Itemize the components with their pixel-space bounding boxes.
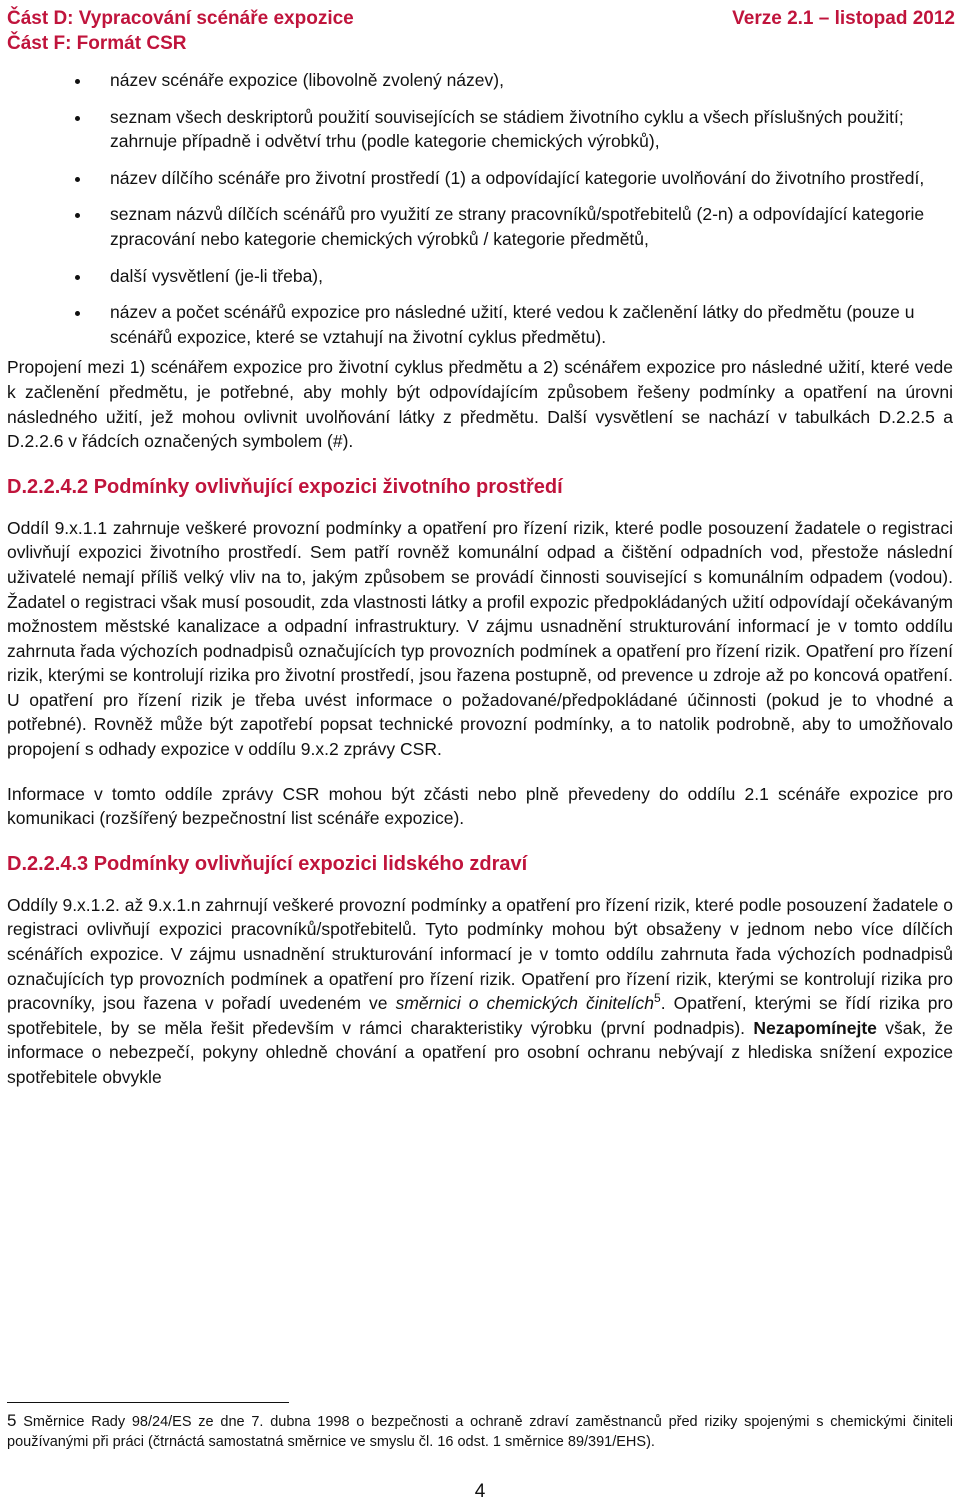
header-part-f: Část F: Formát CSR bbox=[7, 33, 187, 54]
footnote-number: 5 bbox=[7, 1411, 17, 1430]
footnote-reference: 5 bbox=[654, 991, 661, 1006]
page-header bbox=[7, 6, 955, 56]
list-item: další vysvětlení (je-li třeba), bbox=[7, 264, 953, 289]
bullet-icon bbox=[75, 275, 80, 280]
list-item: seznam názvů dílčích scénářů pro využití ze strany pracovníků/spotřebitelů (2-n) a odpovídající kategorie zpracování nebo kategorie chemických výrobků / kategorie předmětů, bbox=[7, 202, 953, 251]
section-heading-environment: D.2.2.4.2 Podmínky ovlivňující expozici životního prostředí bbox=[7, 475, 563, 498]
bullet-icon bbox=[75, 116, 80, 121]
list-item: název a počet scénářů expozice pro následné užití, které vedou k začlenění látky do předmětu (pouze u scénářů expozice, které se vztahují na životní cyklus předmětu). bbox=[7, 300, 953, 349]
header-version: Verze 2.1 – listopad 2012 bbox=[732, 8, 955, 29]
header-part-d: Část D: Vypracování scénáře expozice bbox=[7, 8, 354, 29]
footnote-text: Směrnice Rady 98/24/ES ze dne 7. dubna 1998 o bezpečnosti a ochraně zdraví zaměstnanců před riziky spojenými s chemickými činiteli používanými při práci (čtrnáctá samostatná směrnice ve smyslu čl. 16 odst. 1 směrnice 89/391/EHS). bbox=[7, 1414, 953, 1450]
bullet-icon bbox=[75, 177, 80, 182]
bullet-icon bbox=[75, 79, 80, 84]
list-item: název dílčího scénáře pro životní prostředí (1) a odpovídající kategorie uvolňování do životního prostředí, bbox=[7, 166, 953, 191]
paragraph-environment-1: Oddíl 9.x.1.1 zahrnuje veškeré provozní podmínky a opatření pro řízení rizik, které podle posouzení žadatele o registraci ovlivňují expozici životního prostředí. Sem patří rovněž komunální odpad a čištění odpadních vod, přestože následní uživatelé nemají příliš velký vliv na to, jakým způsobem se provádí činnosti související s komunálním odpadem (vodou). Žadatel o registraci však musí posoudit, zda vlastnosti látky a profil expozic předpokládaných užití odpovídají očekávaným možnostem městské kanalizace a odpadní infrastruktury. V zájmu usnadnění strukturování informací je v tomto oddílu zahrnuta řada výchozích podnadpisů označujících typ provozních podmínek a opatření pro řízení rizik. Opatření pro řízení rizik, kterými se kontrolují rizika pro životní prostředí, jsou řazena postupně, od prevence u zdroje až po koncová opatření. U opatření pro řízení rizik je třeba uvést informace o požadované/předpokládané účinnosti (pokud je to vhodné a potřebné). Rovněž může být zapotřebí popsat technické provozní podmínky, a to natolik podrobně, aby to umožňovalo propojení s odhady expozice v oddílu 9.x.2 zprávy CSR. bbox=[7, 517, 953, 760]
paragraph-environment-2: Informace v tomto oddíle zprávy CSR mohou být zčásti nebo plně převedeny do oddílu 2.1 scénáře expozice pro komunikaci (rozšířený bezpečnostní list scénáře expozice). bbox=[7, 783, 953, 829]
page-number: 4 bbox=[474, 1481, 486, 1502]
document-body bbox=[7, 68, 953, 1090]
bullet-list bbox=[7, 68, 953, 349]
bullet-icon bbox=[75, 213, 80, 218]
list-item: název scénáře expozice (libovolně zvolený název), bbox=[7, 68, 953, 93]
footnote bbox=[7, 1411, 953, 1452]
section-heading-health: D.2.2.4.3 Podmínky ovlivňující expozici lidského zdraví bbox=[7, 852, 528, 875]
list-item: seznam všech deskriptorů použití souvisejících se stádiem životního cyklu a všech příslušných použití; zahrnuje případně i odvětví trhu (podle kategorie chemických výrobků), bbox=[7, 105, 953, 154]
bullet-icon bbox=[75, 311, 80, 316]
footnote-divider bbox=[7, 1402, 289, 1403]
paragraph-link: Propojení mezi 1) scénářem expozice pro životní cyklus předmětu a 2) scénářem expozice pro následné užití, které vede k začlenění předmětu, je potřebné, aby mohly být odpovídajícím způsobem řešeny podmínky a opatření na úrovni následného užití, jež mohou ovlivnit uvolňování látky z předmětu. Další vysvětlení se nachází v tabulkách D.2.2.5 a D.2.2.6 v řádcích označených symbolem (#). bbox=[7, 357, 953, 452]
directive-reference: směrnici o chemických činitelích bbox=[395, 993, 655, 1014]
emphasis-text: Nezapomínejte bbox=[753, 1017, 877, 1038]
paragraph-health: Oddíly 9.x.1.2. až 9.x.1.n zahrnují veškeré provozní podmínky a opatření pro řízení rizik, které podle posouzení žadatele o registraci ovlivňují expozici pracovníků/spotřebitelů. Tyto podmínky mohou být obsaženy v jednom nebo více dílčích scénářích expozice. V zájmu usnadnění strukturování informací je v tomto oddílu zahrnuta řada výchozích podnadpisů označujících typ provozních podmínek a opatření pro řízení rizik. Opatření pro řízení rizik, kterými se kontrolují rizika pro pracovníky, jsou řazena v pořadí uvedeném ve směrnici o chemických činitelích$^5$. Opatření, kterými se řídí rizika pro spotřebitele, by se měla řešit především v rámci charakteristiky výrobku (první podnadpis). Nezapomínejte však, že informace o nebezpečí, pokyny ohledně chování a opatření pro osobní ochranu nebývají z hlediska snížení expozice spotřebitele obvykle bbox=[7, 894, 954, 1087]
